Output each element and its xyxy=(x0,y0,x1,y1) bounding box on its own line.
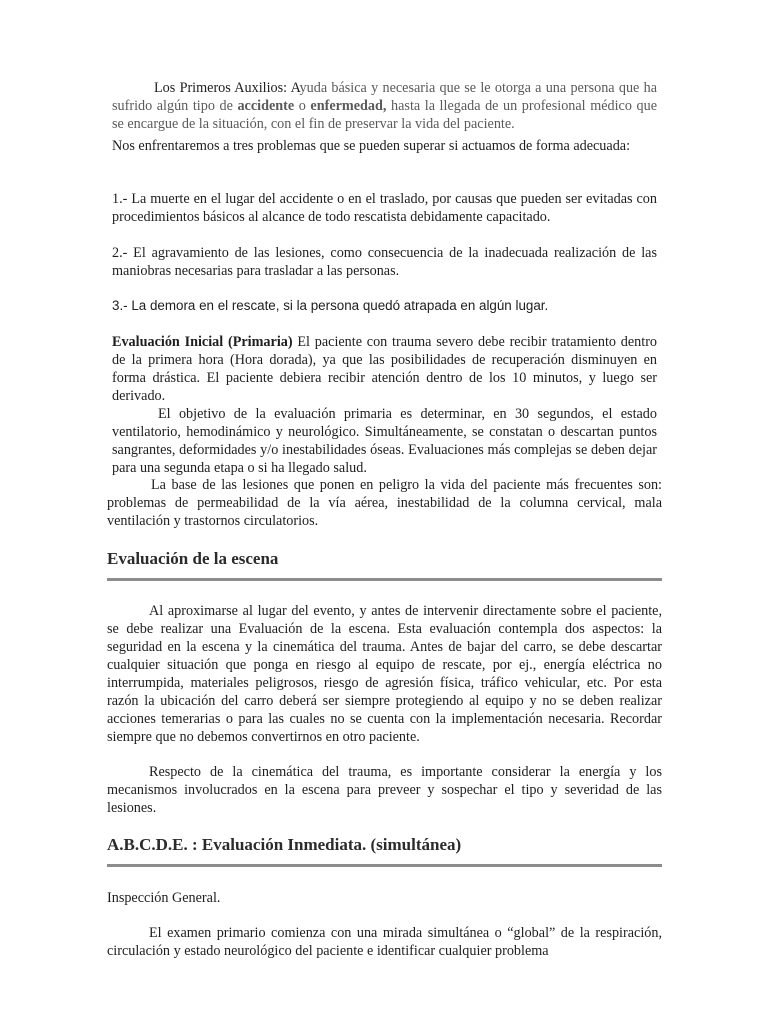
primeros-auxilios-term: Primeros Auxilios: xyxy=(179,80,288,96)
scene-paragraph-1: Al aproximarse al lugar del evento, y antes de intervenir directamente sobre el paciente, se debe realizar una Evaluación de la escena. Esta evaluación contempla dos aspectos: la seguridad en la escena y la cinemática del trauma. Antes de bajar del carro, se debe descartar cualquier situación que ponga en riesgo al equipo de rescate, por ej., energía eléctrica no interrumpida, materiales peligrosos, riesgo de agresión física, tráfico vehicular, etc. Por esta razón la ubicación del carro deberá ser siempre protegiendo al equipo y no se deben realizar acciones temerarias o para las cuales no se cuenta con la implementación necesaria. Recordar siempre que no debemos convertirnos en otro paciente. xyxy=(107,603,662,745)
abcde-subheading: Inspección General. xyxy=(107,890,221,906)
problems-intro: Nos enfrentaremos a tres problemas que se pueden superar si actuamos de forma adecuada: xyxy=(112,138,631,154)
section-divider xyxy=(107,864,662,867)
primary-evaluation-paragraph: Evaluación Inicial (Primaria) El paciente con trauma severo debe recibir tratamiento dentro de la primera hora (Hora dorada), ya que las posibilidades de recuperación disminuyen en forma drástica. El paciente debiera recibir atención dentro de los 10 minutos, y luego ser derivado. xyxy=(112,334,658,404)
problem-item-2: 2.- El agravamiento de las lesiones, como consecuencia de la inadecuada realización de las maniobras necesarias para trasladar a las personas. xyxy=(112,245,657,279)
accidente-term: accidente xyxy=(237,98,295,114)
enfermedad-term: enfermedad, xyxy=(310,98,387,114)
objective-paragraph: El objetivo de la evaluación primaria es determinar, en 30 segundos, el estado ventilatorio, hemodinámico y neurológico. Simultáneamente, se constatan o descartan puntos sangrantes, deformidades y/o inestabilidades óseas. Evaluaciones más complejas se deben dejar para una segunda etapa o si ha llegado salud. xyxy=(112,406,657,476)
intro-paragraph: Los Primeros Auxilios: Ayuda básica y necesaria que se le otorga a una persona que ha sufrido algún tipo de accidente o enfermedad, hasta la llegada de un profesional médico que se encargue de la situación, con el fin de preservar la vida del paciente. xyxy=(112,80,658,132)
problem-item-3: 3.- La demora en el rescate, si la persona quedó atrapada en algún lugar. xyxy=(112,298,549,313)
section-divider xyxy=(107,578,662,581)
abcde-paragraph-1: El examen primario comienza con una mirada simultánea o “global” de la respiración, circulación y estado neurológico del paciente e identificar cualquier problema xyxy=(107,925,662,959)
primary-evaluation-heading: Evaluación Inicial (Primaria) xyxy=(112,334,293,350)
problem-item-1: 1.- La muerte en el lugar del accidente o en el traslado, por causas que pueden ser evitadas con procedimientos básicos al alcance de todo rescatista debidamente capacitado. xyxy=(112,191,657,225)
scene-paragraph-2: Respecto de la cinemática del trauma, es importante considerar la energía y los mecanismos involucrados en la escena para preveer y sospechar el tipo y severidad de las lesiones. xyxy=(107,764,662,816)
scene-section-title: Evaluación de la escena xyxy=(107,549,279,568)
base-paragraph: La base de las lesiones que ponen en peligro la vida del paciente más frecuentes son: problemas de permeabilidad de la vía aérea, inestabilidad de la columna cervical, mala ventilación y trastornos circulatorios. xyxy=(107,477,662,529)
abcde-section-title: A.B.C.D.E. : Evaluación Inmediata. (simultánea) xyxy=(107,835,462,854)
